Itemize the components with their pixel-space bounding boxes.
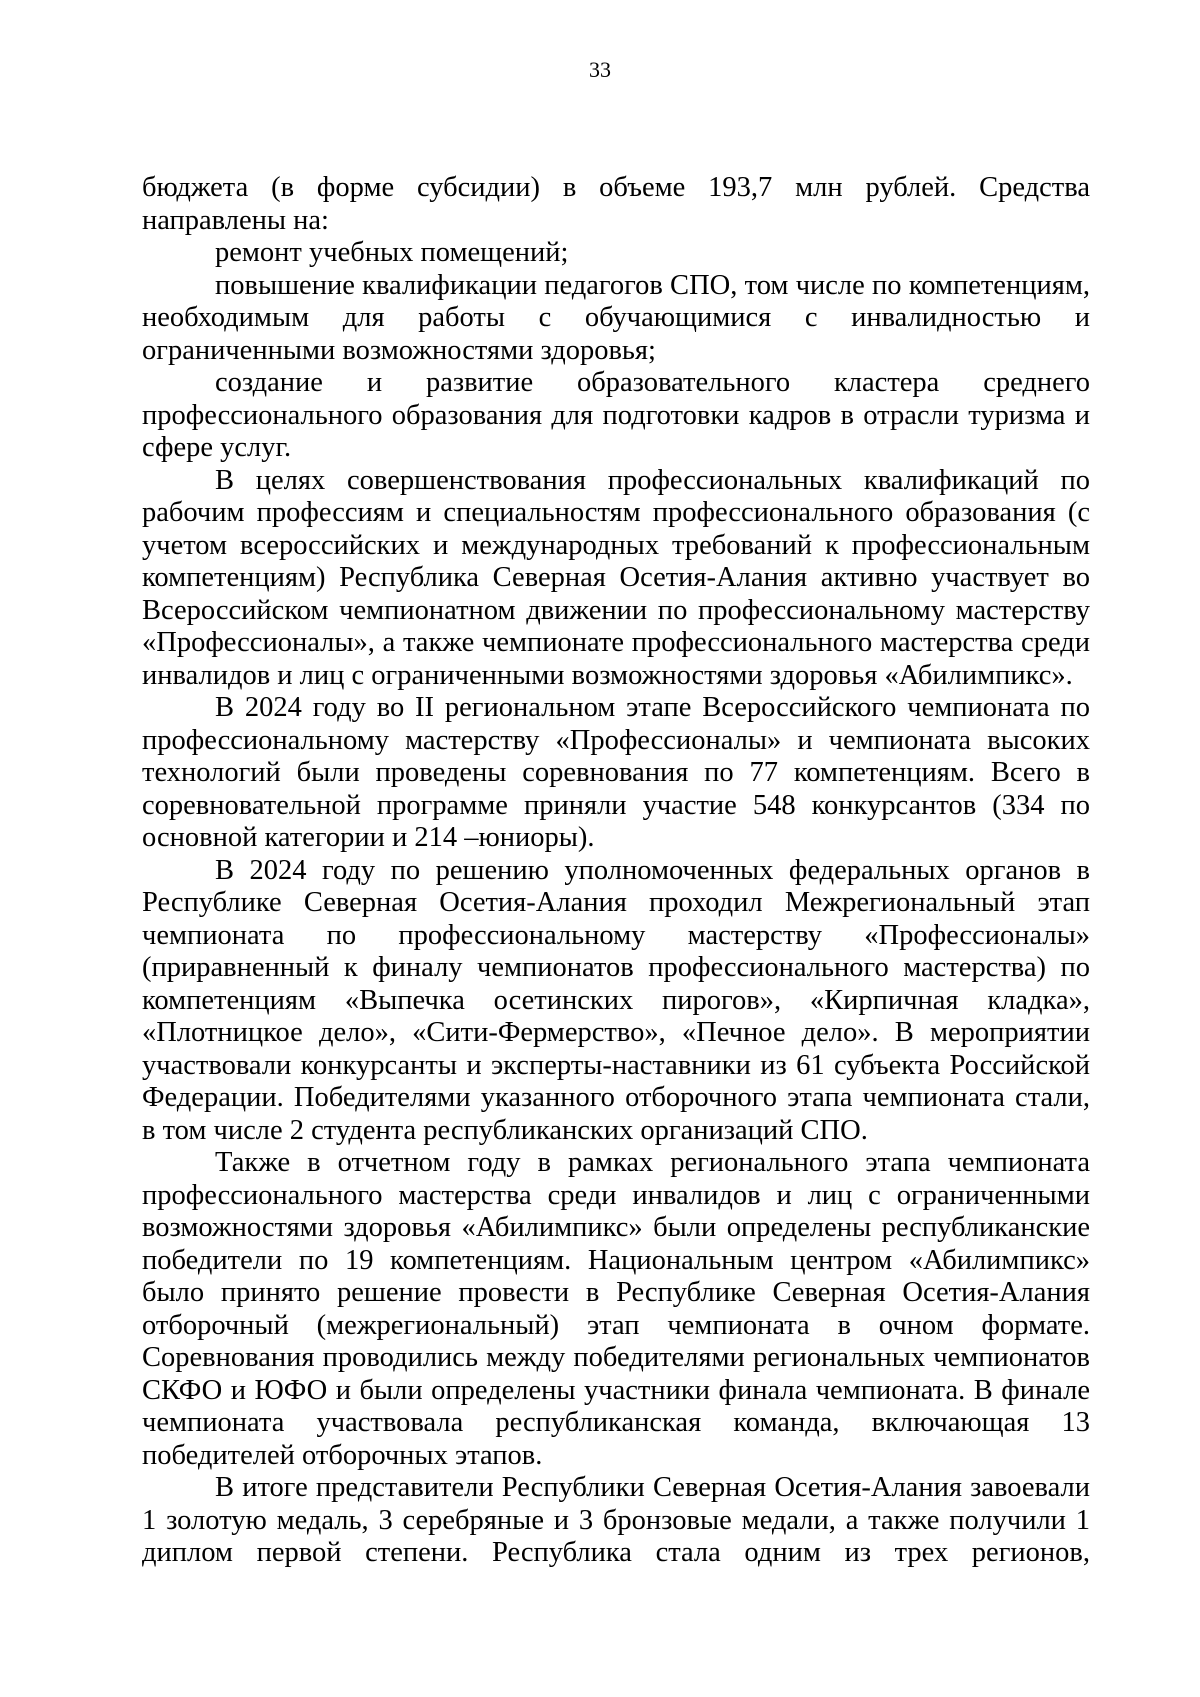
paragraph-budget: бюджета (в форме субсидии) в объеме 193,7 млн рублей. Средства направлены на: bbox=[142, 172, 1090, 236]
list-item-qualification: повышение квалификации педагогов СПО, том числе по компетенциям, необходимым для работы с обучающимися с инвалидностью и ограниченными возможностями здоровья; bbox=[142, 269, 1090, 366]
document-body bbox=[142, 172, 1090, 1570]
paragraph-abilympics: Также в отчетном году в рамках регионального этапа чемпионата профессионального мастерства среди инвалидов и лиц с ограниченными возможностями здоровья «Абилимпикс» были определены республиканские победители по 19 компетенциям. Национальным центром «Абилимпикс» было принято решение провести в Республике Северная Осетия-Алания отборочный (межрегиональный) этап чемпионата в очном формате. Соревнования проводились между победителями региональных чемпионатов СКФО и ЮФО и были определены участники финала чемпионата. В финале чемпионата участвовала республиканская команда, включающая 13 победителей отборочных этапов. bbox=[142, 1147, 1090, 1471]
paragraph-regional-stage-2024: В 2024 году во II региональном этапе Всероссийского чемпионата по профессиональному мастерству «Профессионалы» и чемпионата высоких технологий были проведены соревнования по 77 компетенциям. Всего в соревновательной программе приняли участие 548 конкурсантов (334 по основной категории и 214 –юниоры). bbox=[142, 692, 1090, 853]
list-item-repair: ремонт учебных помещений; bbox=[215, 237, 569, 268]
paragraph-results: В итоге представители Республики Северная Осетия-Алания завоевали 1 золотую медаль, 3 серебряные и 3 бронзовые медали, а также получили 1 диплом первой степени. Республика стала одним из трех регионов, bbox=[142, 1472, 1090, 1568]
paragraph-interregional-stage: В 2024 году по решению уполномоченных федеральных органов в Республике Северная Осетия-Алания проходил Межрегиональный этап чемпионата по профессиональному мастерству «Профессионалы» (приравненный к финалу чемпионатов профессионального мастерства) по компетенциям «Выпечка осетинских пирогов», «Кирпичная кладка», «Плотницкое дело», «Сити-Фермерство», «Печное дело». В мероприятии участвовали конкурсанты и эксперты-наставники из 61 субъекта Российской Федерации. Победителями указанного отборочного этапа чемпионата стали, в том числе 2 студента республиканских организаций СПО. bbox=[142, 854, 1090, 1146]
page-number: 33 bbox=[589, 57, 611, 82]
list-item-cluster: создание и развитие образовательного кластера среднего профессионального образования для подготовки кадров в отрасли туризма и сфере услуг. bbox=[142, 367, 1090, 463]
paragraph-championship-movement: В целях совершенствования профессиональных квалификаций по рабочим профессиям и специальностям профессионального образования (с учетом всероссийских и международных требований к профессиональным компетенциям) Республика Северная Осетия-Алания активно участвует во Всероссийском чемпионатном движении по профессиональному мастерству «Профессионалы», а также чемпионате профессионального мастерства среди инвалидов и лиц с ограниченными возможностями здоровья «Абилимпикс». bbox=[142, 464, 1090, 691]
